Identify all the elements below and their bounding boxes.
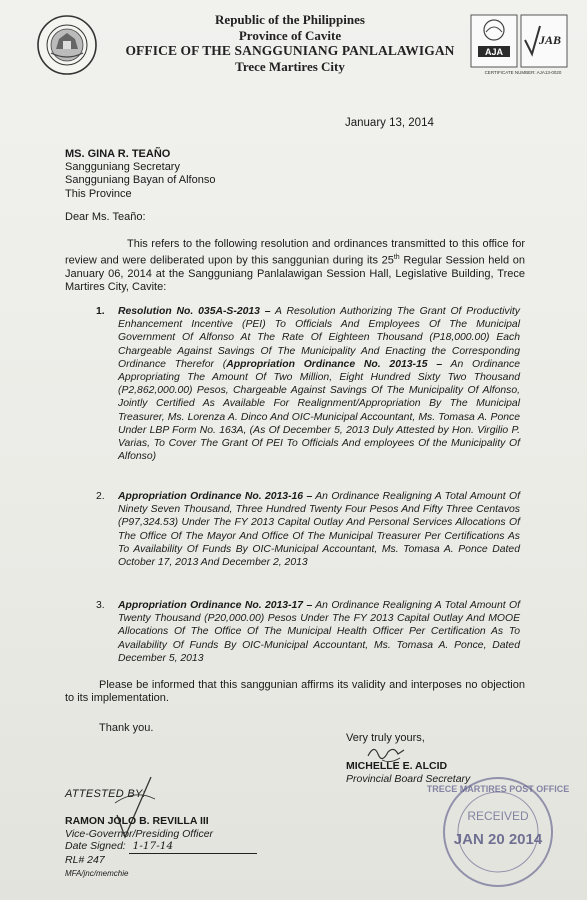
header-province: Province of Cavite [238,27,342,43]
header-country: Republic of the Philippines [215,12,365,27]
item-text: An Ordinance Realigning A Total Amount Of Ninety Seven Thousand, Three Hundred Twenty Four Pesos And Fifty Three Centavos (P97,324.53) Under The FY 2013 Capital Outlay And Personal Services Allocations Of The Office Of The Mayor And Office Of The Municipal Treasurer Per Certifications As To Availability Of Funds By OIC-Municipal Accountant, Ms. Tomasa A. Ponce Dated October 17, 2013 And December 2, 2013 [118,491,520,569]
letterhead [100,12,480,74]
certificate-number: CERTIFICATE NUMBER: AJA13-0020 [484,70,562,75]
header-city: Trece Martires City [235,58,345,74]
signoff: Very truly yours, [346,732,425,744]
item-number: 3. [96,600,105,611]
date-signed-label: Date Signed: [65,840,126,852]
jab-logo-text: JAB [538,33,562,47]
reference-initials: MFA/jnc/memchie [65,869,129,878]
intro-paragraph [65,238,525,294]
item-text: An Ordinance Realigning A Total Amount Of Twenty Thousand (P20,000.00) Pesos Under The FY 2013 Capital Outlay And MOOE Allocations Of The Office Of The Municipal Health Officer Per Certification As To Availability Of Funds By OIC-Municipal Accountant, Ms. Tomasa A. Ponce, Dated December 5, 2013 [118,600,520,664]
item-lead: Appropriation Ordinance No. 2013-17 – [118,600,313,611]
item-text: A Resolution Authorizing The Grant Of Productivity Enhancement Incentive (PEI) To Officials And Employees Of The Municipal Government Of Alfonso At The Rate Of Eighteen Thousand (P18,000.00) Each Chargeable Against Savings Of The Municipality And Enacting the Corresponding Ordinance Therefor ( [118,306,520,370]
provincial-seal-icon [37,15,97,75]
item-number: 2. [96,491,105,502]
intro-superscript: th [393,254,400,262]
certification-logos-icon [470,14,568,70]
stamp-received-text: RECEIVED [467,809,529,823]
item-lead-2: Appropriation Ordinance No. 2013-15 – [226,358,443,370]
list-item [96,490,520,569]
attestor-name: RAMON JOLO B. REVILLA III [65,815,209,827]
letter-date: January 13, 2014 [345,117,434,129]
thank-you: Thank you. [99,722,154,734]
list-item [96,305,520,463]
list-item [96,599,520,665]
addressee-location: This Province [65,187,132,200]
attested-label: ATTESTED BY: [65,788,146,800]
addressee-title: Sangguniang Secretary [65,161,180,174]
salutation: Dear Ms. Teaño: [65,211,146,223]
closing-paragraph [65,679,525,705]
attestor-block [65,815,257,866]
addressee-office: Sangguniang Bayan of Alfonso [65,174,216,187]
post-office-stamp-icon [418,770,576,888]
item-text-2: An Ordinance Appropriating The Amount Of Two Million, Eight Hundred Sixty Two Thousand (P2,862,000.00) Pesos, Chargeable Against Savings Of The Municipality Of Alfonso, Jointly Certified As Available For Realignment/Appropriation By The Municipal Treasurer, Ms. Lorenza A. Dinco And OIC-Municipal Accountant, Ms. Tomasa A. Ponce Under LBP Form No. 163A, (As Of December 5, 2013 Duly Attested by Hon. Virgilio P. Varias, To Cover The Grant Of PEI To Officials And employees Of the Municipality Of Alfonso) [118,358,520,463]
intro-text-1: This refers to the following resolution and ordinances transmitted to this office for review and were deliberated upon by this sanggunian during its 25 [65,238,525,267]
stamp-date-text: JAN 20 2014 [453,831,543,848]
addressee-name: MS. GINA R. TEAÑO [65,148,171,160]
date-signed-value: 1-17-14 [129,840,257,854]
closing-text: Please be informed that this sanggunian affirms its validity and interposes no objection to its implementation. [65,679,525,705]
rl-number: RL# 247 [65,853,105,866]
signer-name: MICHELLE E. ALCID [346,760,448,772]
intro-text-2: Regular Session held on January 06, 2014 at the Sangguniang Panlalawigan Session Hall, Legislative Building, Trece Martires City, Cavite: [65,254,525,294]
item-lead: Appropriation Ordinance No. 2013-16 – [118,491,313,502]
signer-position: Provincial Board Secretary [346,773,471,785]
stamp-office-text: TRECE MARTIRES POST OFFICE [426,784,570,794]
addressee-block [65,148,215,201]
item-lead: Resolution No. 035A-S-2013 – [118,306,271,317]
aja-logo-text: AJA [484,47,504,57]
attestor-position: Vice-Governor/Presiding Officer [65,827,214,840]
header-office: OFFICE OF THE SANGGUNIANG PANLALAWIGAN [125,43,455,58]
item-number: 1. [96,306,105,317]
